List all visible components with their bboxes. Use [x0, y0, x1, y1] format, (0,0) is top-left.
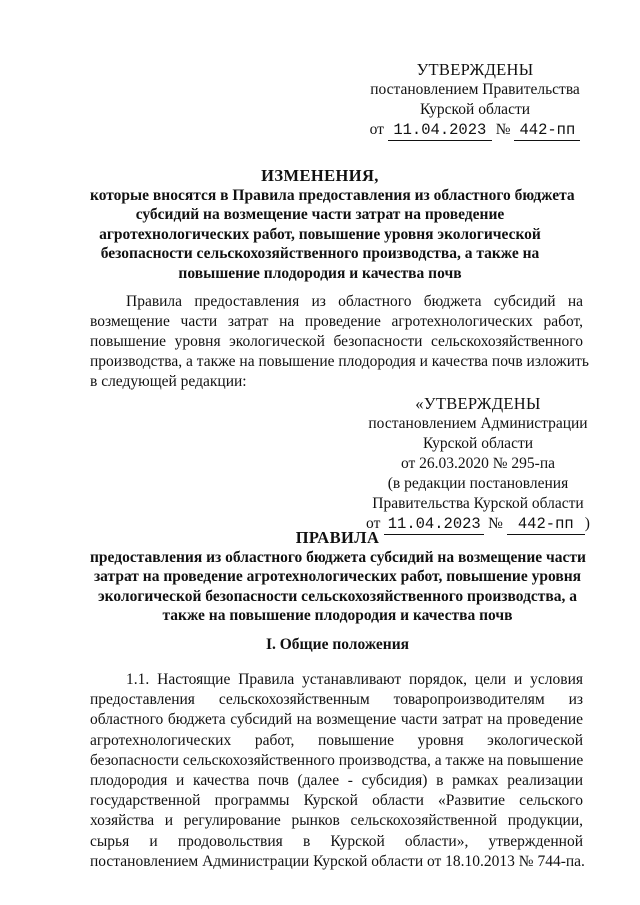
approval-line: (в редакции постановления [387, 475, 569, 492]
heading-line: повышение плодородия и качества почв [178, 264, 462, 282]
paragraph-line: постановлением Администрации Курской области от 18.10.2013 № 744-па. [90, 852, 585, 870]
rules-heading [90, 528, 585, 626]
paragraph-line: плодородия и качества почв (далее - субсидия) в рамках реализации [90, 772, 583, 790]
heading-line: которые вносятся в Правила предоставления из областного бюджета [90, 186, 575, 204]
heading-line: затрат на проведение агротехнологических работ, повышение уровня [93, 568, 582, 585]
approval-stamp-block-2 [360, 394, 596, 535]
heading-line: агротехнологических работ, повышение уровня экологической [99, 225, 541, 243]
approval-line: постановлением Администрации [368, 415, 588, 432]
paragraph-line: повышение уровня экологической безопасности сельскохозяйственного [90, 333, 583, 350]
approval-date-line [360, 120, 590, 141]
approval-date: 11.04.2023 [384, 514, 484, 535]
intro-paragraph [90, 292, 589, 392]
rules-title: ПРАВИЛА [295, 528, 380, 547]
changes-heading [90, 166, 575, 283]
paragraph-line: агротехнологических работ, повышение уровня экологической [90, 731, 583, 749]
paragraph-line: хозяйства и регулирование рынков сельскохозяйственной продукции, [90, 812, 583, 830]
number-prefix: № [488, 515, 503, 532]
paragraph-line: государственной программы Курской области «Развитие сельского [90, 792, 583, 810]
approval-line: от 26.03.2020 № 295-па [400, 455, 556, 472]
approval-stamp-block [360, 60, 590, 141]
closing-paren: ) [584, 515, 590, 532]
heading-line: предоставления из областного бюджета субсидий на возмещение части [90, 548, 586, 566]
heading-line: субсидий на возмещение части затрат на проведение [135, 206, 505, 223]
paragraph-line: производства, а также на повышение плодородия и качества почв изложить [90, 353, 589, 370]
number-prefix: № [495, 121, 511, 138]
paragraph-line: возмещение части затрат на проведение агротехнологических работ, [90, 313, 583, 330]
section-title: I. Общие положения [265, 636, 410, 653]
heading-line: также на повышение плодородия и качества почв [162, 607, 513, 624]
paragraph-line: в следующей редакции: [90, 373, 247, 390]
date-prefix: от [366, 515, 381, 532]
paragraph-line: 1.1. Настоящие Правила устанавливают порядок, цели и условия [126, 671, 583, 688]
approval-number: 442-пп [507, 514, 585, 535]
date-prefix: от [369, 121, 384, 138]
approval-line: постановлением Правительства [370, 81, 580, 98]
paragraph-line: Правила предоставления из областного бюджета субсидий на [126, 293, 583, 310]
approval-line: Курской области [422, 435, 534, 452]
approval-title: «УТВЕРЖДЕНЫ [415, 394, 541, 413]
approval-number: 442-пп [514, 120, 580, 141]
approval-title: УТВЕРЖДЕНЫ [416, 60, 534, 79]
approval-line: Курской области [419, 101, 531, 118]
approval-line: Правительства Курской области [372, 495, 584, 512]
paragraph-line: областного бюджета субсидий на возмещение части затрат на проведение [90, 711, 583, 729]
paragraph-line: предоставления сельскохозяйственным товаропроизводителям из [90, 691, 583, 709]
changes-title: ИЗМЕНЕНИЯ, [261, 166, 379, 185]
heading-line: безопасности сельскохозяйственного производства, а также на [100, 245, 540, 262]
clause-1-1 [90, 670, 583, 872]
paragraph-line: сырья и продовольствия в Курской области», утвержденной [90, 832, 583, 850]
paragraph-line: безопасности сельскохозяйственного производства, а также на повышение [90, 751, 584, 769]
heading-line: экологической безопасности сельскохозяйственного производства, а [97, 587, 578, 605]
approval-date: 11.04.2023 [388, 120, 492, 141]
